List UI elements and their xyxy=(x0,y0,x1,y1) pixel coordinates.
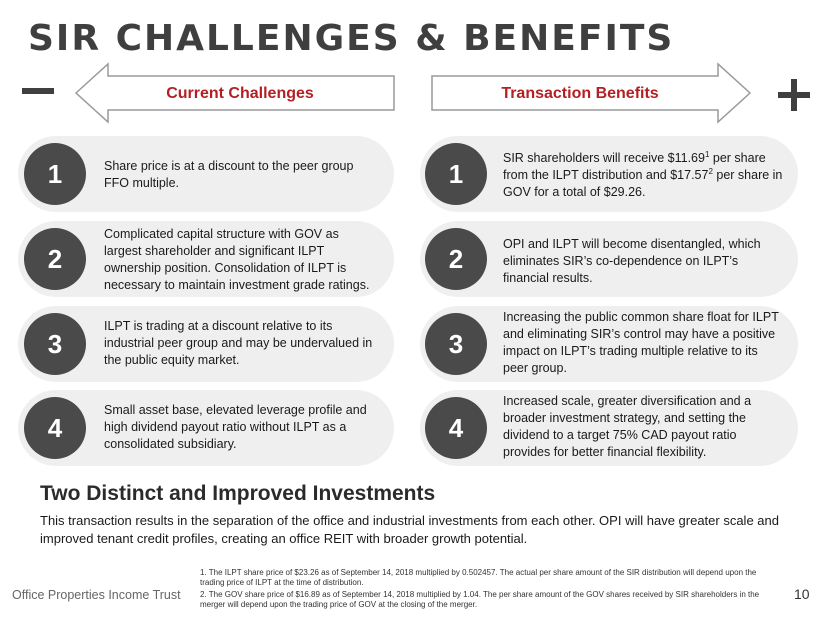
footnote-2: 2. The GOV share price of $16.89 as of September 14, 2018 multiplied by 1.04. The per share amount of the GOV shares received by SIR shareholders in the merger will depend upon the trading price of GOV at the closing of the merger. xyxy=(200,590,760,609)
benefit-text-4: Increased scale, greater diversification and a broader investment strategy, and setting the dividend to a target 75% CAD payout ratio provides for better financial flexibility. xyxy=(503,394,752,459)
challenge-number-2: 2 xyxy=(24,228,86,290)
challenge-number-4: 4 xyxy=(24,397,86,459)
benefit-text-1 xyxy=(503,150,785,201)
page-number: 10 xyxy=(794,586,810,602)
challenge-number-1: 1 xyxy=(24,143,86,205)
minus-icon xyxy=(22,88,54,94)
benefit-text-1-a: SIR shareholders will receive $11.69 xyxy=(503,151,705,165)
challenge-text-3: ILPT is trading at a discount relative to its industrial peer group and may be undervalued in the public equity market. xyxy=(104,319,373,367)
transaction-benefits-header: Transaction Benefits xyxy=(501,85,659,102)
challenge-number-3: 3 xyxy=(24,313,86,375)
benefit-number-4: 4 xyxy=(425,397,487,459)
footnote-ref-2: 2 xyxy=(708,166,713,176)
challenge-text-2: Complicated capital structure with GOV as largest shareholder and significant ILPT ownership position. Consolidation of ILPT is necessary to maintain investment grade ratings. xyxy=(104,227,370,292)
benefit-number-3: 3 xyxy=(425,313,487,375)
benefit-text-1-c: per share in GOV for a total of $29.26. xyxy=(503,168,783,199)
current-challenges-header: Current Challenges xyxy=(166,85,314,102)
challenge-text-4: Small asset base, elevated leverage profile and high dividend payout ratio without ILPT as a consolidated subsidiary. xyxy=(104,403,367,451)
benefit-text-3: Increasing the public common share float for ILPT and eliminating SIR’s control may have a positive impact on ILPT’s trading multiple relative to its peer group. xyxy=(503,310,779,375)
page-title: SIR CHALLENGES & BENEFITS xyxy=(28,18,675,59)
benefit-text-2: OPI and ILPT will become disentangled, which eliminates SIR’s co-dependence on ILPT’s financial results. xyxy=(503,237,761,285)
footnote-1: 1. The ILPT share price of $23.26 as of September 14, 2018 multiplied by 0.502457. The actual per share amount of the SIR distribution will depend upon the trading price of ILPT at the time of distribution. xyxy=(200,568,757,587)
benefit-text-1-b: per share from the ILPT distribution and $17.57 xyxy=(503,151,766,182)
footnote-ref-1: 1 xyxy=(704,149,710,159)
challenge-text-1: Share price is at a discount to the peer group FFO multiple. xyxy=(104,159,354,190)
plus-icon-vertical xyxy=(791,79,797,111)
section-subheading: Two Distinct and Improved Investments xyxy=(40,482,436,505)
benefit-number-2: 2 xyxy=(425,228,487,290)
company-name: Office Properties Income Trust xyxy=(12,588,181,602)
benefit-number-1: 1 xyxy=(425,143,487,205)
summary-text: This transaction results in the separation of the office and industrial investments from each other. OPI will have greater scale and improved tenant credit profiles, creating an office REIT with broader growth potential. xyxy=(40,513,779,546)
